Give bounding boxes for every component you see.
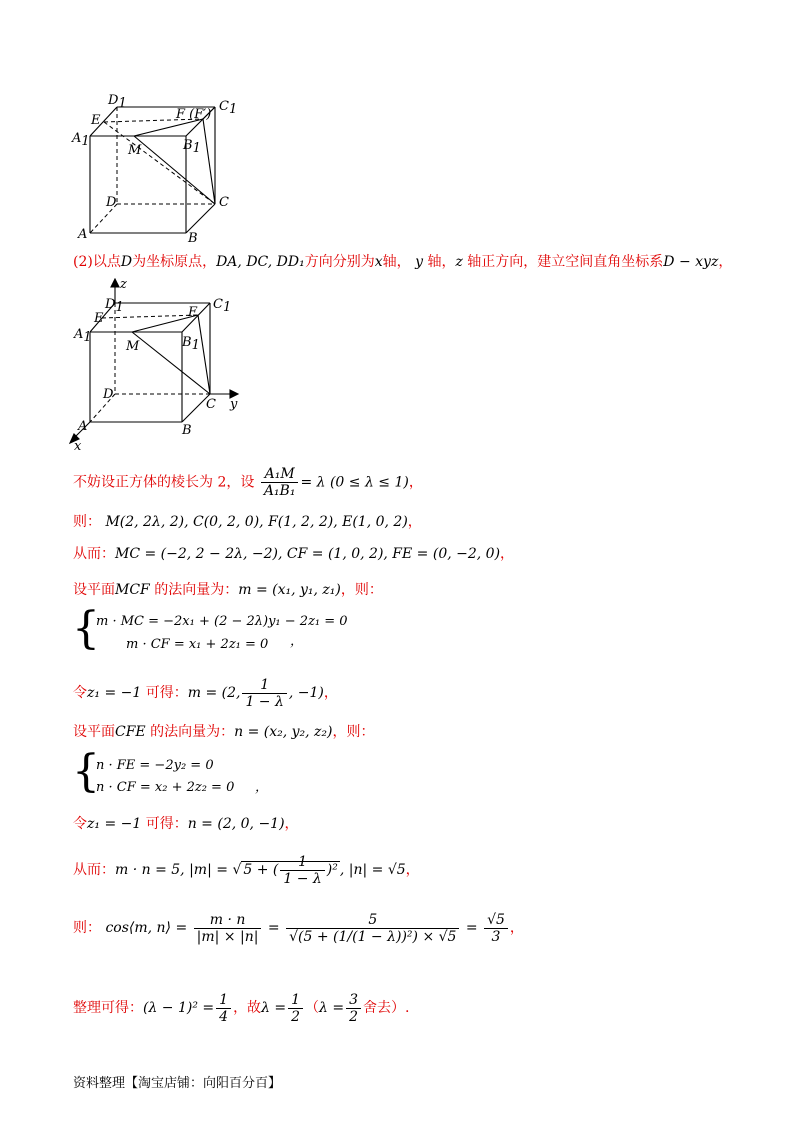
system1-row2: m · CF = x₁ + 2z₁ = 0 <box>126 637 269 652</box>
label-M: M <box>128 143 142 158</box>
page-footer: 资料整理【淘宝店铺：向阳百分百】 <box>73 1076 282 1091</box>
label-F: F <box>188 305 198 320</box>
coordinates-line: 则： M(2, 2λ, 2), C(0, 2, 0), F(1, 2, 2), E(1, 0, 2)， <box>73 514 422 530</box>
cos-fraction-3: $\frac{√5}{3}$ <box>484 912 508 945</box>
label-B: B <box>188 231 198 244</box>
plane-mcf-line: 设平面MCF 的法向量为：m = (x₁, y₁, z₁)，则： <box>73 582 383 598</box>
label-E: E <box>94 311 104 326</box>
label-B1: B1 <box>182 335 200 353</box>
cube-figure-2 <box>60 278 250 450</box>
label-E: E <box>91 113 101 128</box>
label-A: A <box>78 419 88 434</box>
conclusion-line: 整理可得：(λ − 1)² = $\frac{1}{4}$ ，故λ = $\frac{1}{2}$ （λ = $\frac{3}{2}$ 舍去）. <box>73 991 410 1025</box>
label-x: x <box>74 439 82 450</box>
magnitude-radicand: 5 + ( $\frac{1}{1 - \lambda}$ )² <box>243 853 338 887</box>
system1-tail: ， <box>290 634 304 649</box>
m-fraction: $\frac{1}{1 - \lambda}$ <box>242 677 286 710</box>
label-C: C <box>219 195 229 210</box>
cos-fraction-2: $\frac{5}{\text{√(5 + (1/(1 − λ))²) × √5}}$ <box>286 912 459 945</box>
system-brace-2: { <box>72 746 100 797</box>
label-B: B <box>182 423 192 438</box>
cos-fraction-1: $\frac{m \cdot n}{|m| \times |n|}$ <box>194 912 262 945</box>
quarter-fraction: $\frac{1}{4}$ <box>216 992 231 1025</box>
plane-cfe-line: 设平面CFE 的法向量为：n = (x₂, y₂, z₂)，则： <box>73 724 375 740</box>
cube-figure-1 <box>68 92 248 244</box>
label-A1: A1 <box>72 131 90 149</box>
label-B1: B1 <box>183 138 201 156</box>
half-fraction: $\frac{1}{2}$ <box>288 992 303 1025</box>
dot-product-line: 从而：m · n = 5, |m| = √ 5 + ( $\frac{1}{1 - \lambda}$ )² , |n| = √5， <box>73 853 420 887</box>
vectors-line: 从而：MC = (−2, 2 − 2λ, −2), CF = (1, 0, 2), FE = (0, −2, 0)， <box>73 546 515 562</box>
label-A1: A1 <box>74 327 92 345</box>
system2-tail: ， <box>255 780 269 795</box>
system-brace-1: { <box>72 603 100 654</box>
label-D: D <box>106 195 117 210</box>
three-halves-fraction: $\frac{3}{2}$ <box>346 992 361 1025</box>
label-D: D <box>103 387 114 402</box>
label-C: C <box>206 397 216 412</box>
label-M: M <box>126 339 140 354</box>
label-D1: D1 <box>108 93 127 111</box>
label-y: y <box>230 397 238 412</box>
system1-row1: m · MC = −2x₁ + (2 − 2λ)y₁ − 2z₁ = 0 <box>96 614 348 629</box>
label-z: z <box>120 278 127 292</box>
label-D1: D1 <box>105 297 124 315</box>
label-C1: C1 <box>213 297 232 315</box>
label-F: F (F′) <box>176 107 212 122</box>
setup-line: (2)以点D为坐标原点，DA, DC, DD₁方向分别为x轴， y 轴，z 轴正方向，建立空间直角坐标系D − xyz， <box>73 254 733 270</box>
cosine-line: 则： cos⟨m, n⟩ = $\frac{m \cdot n}{|m| \times |n|}$ = $\frac{5}{\text{√(5 + (1/(1 − λ))²) × √5}}$ = $\frac{√5}{3}$ ， <box>73 911 524 945</box>
edge-length-line: 不妨设正方体的棱长为 2，设 $\frac{\text{A₁M}}{\text{A₁B₁}}$ = λ (0 ≤ λ ≤ 1)， <box>73 466 423 499</box>
normal-n-line: 令z₁ = −1 可得：n = (2, 0, −1)， <box>73 816 299 832</box>
label-C1: C1 <box>219 99 238 117</box>
system2-row2: n · CF = x₂ + 2z₂ = 0 <box>96 780 235 795</box>
ratio-fraction: $\frac{\text{A₁M}}{\text{A₁B₁}}$ <box>261 466 299 499</box>
label-A: A <box>78 227 88 242</box>
normal-m-line: 令z₁ = −1 可得：m = (2, $\frac{1}{1 - \lambda}$ , −1)， <box>73 676 338 710</box>
system2-row1: n · FE = −2y₂ = 0 <box>96 758 214 773</box>
